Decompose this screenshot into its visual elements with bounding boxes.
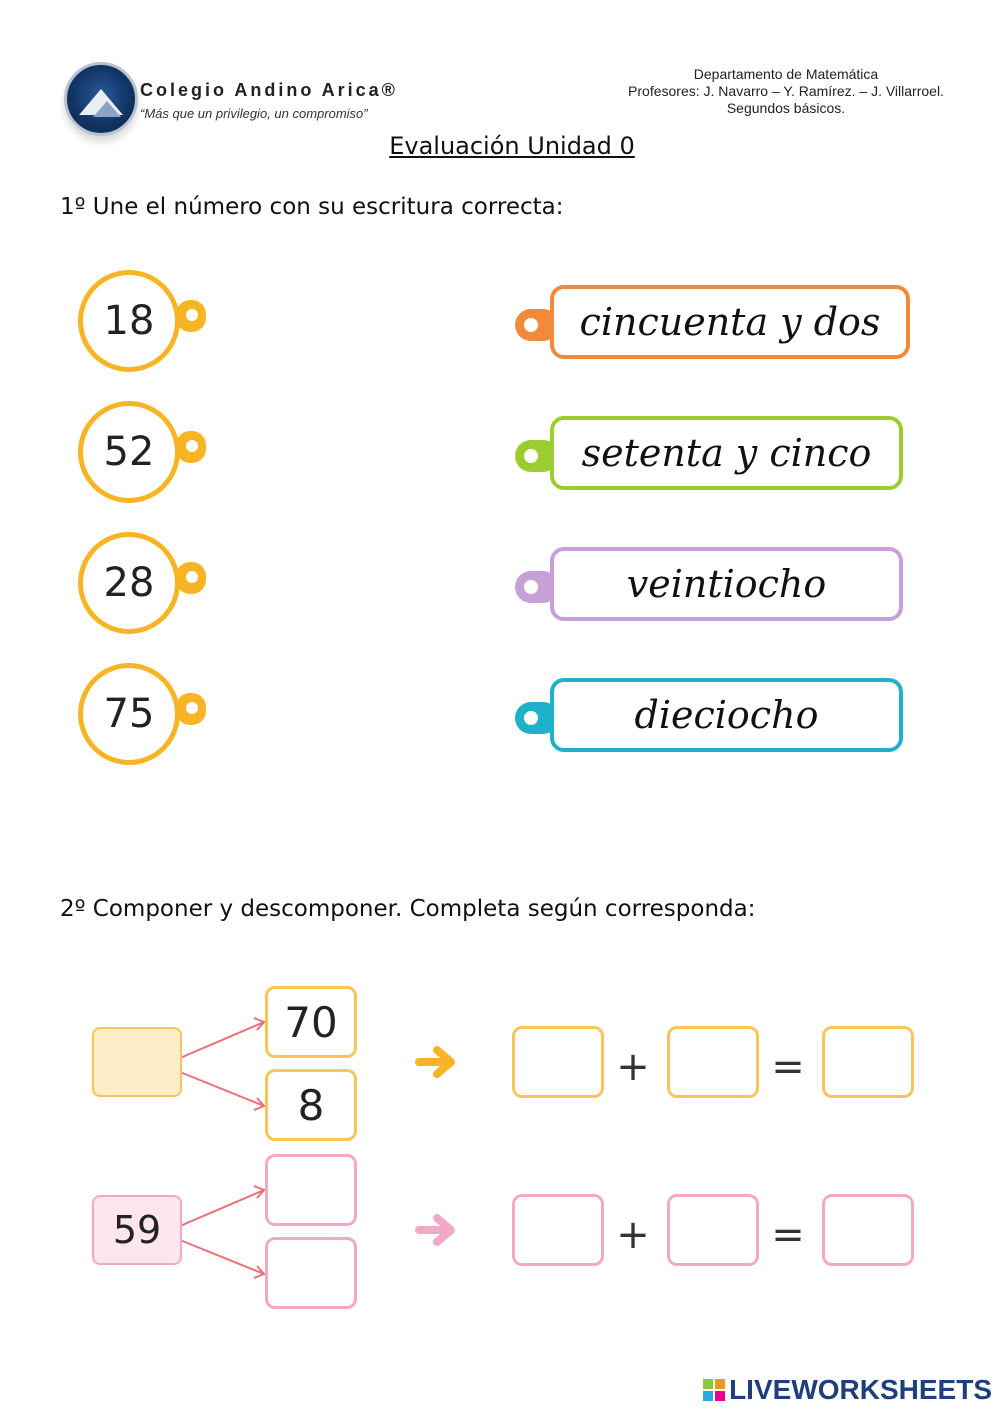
connector-hook[interactable]: [176, 431, 206, 463]
word-label: dieciocho: [550, 678, 903, 752]
question-2-prompt: 2º Componer y descomponer. Completa según corresponda:: [60, 896, 756, 922]
number-circle: 52: [78, 401, 180, 503]
number-circle: 28: [78, 532, 180, 634]
word-label: cincuenta y dos: [550, 285, 910, 359]
number-item-18[interactable]: [78, 270, 218, 374]
department-name: Departamento de Matemática: [693, 66, 879, 82]
decompose-arrows: [178, 1010, 270, 1120]
addend-1-input[interactable]: [512, 1026, 604, 1098]
arrow-right-icon: [415, 1044, 457, 1080]
addend-2-input[interactable]: [667, 1194, 759, 1266]
decompose-arrows: [178, 1178, 270, 1288]
tens-box: 70: [265, 986, 357, 1058]
connector-hook[interactable]: [176, 693, 206, 725]
number-circle: 75: [78, 663, 180, 765]
number-box: 59: [92, 1195, 182, 1265]
page-title: Evaluación Unidad 0: [389, 132, 635, 160]
school-motto: “Más que un privilegio, un compromiso”: [140, 106, 368, 121]
plus-sign: +: [616, 1044, 650, 1090]
tens-input[interactable]: [265, 1154, 357, 1226]
connector-hook[interactable]: [176, 300, 206, 332]
number-item-75[interactable]: [78, 663, 218, 767]
school-name: Colegio Andino Arica®: [140, 80, 398, 100]
word-tag-2[interactable]: [515, 547, 915, 627]
word-label: veintiocho: [550, 547, 903, 621]
department-info: [586, 66, 986, 117]
plus-sign: +: [616, 1212, 650, 1258]
grade-level: Segundos básicos.: [726, 100, 846, 116]
addend-1-input[interactable]: [512, 1194, 604, 1266]
number-circle: 18: [78, 270, 180, 372]
teachers: Profesores: J. Navarro – Y. Ramírez. – J. Villarroel.: [628, 83, 944, 99]
number-item-28[interactable]: [78, 532, 218, 636]
word-tag-0[interactable]: [515, 285, 915, 365]
sum-input[interactable]: [822, 1026, 914, 1098]
sum-input[interactable]: [822, 1194, 914, 1266]
units-input[interactable]: [265, 1237, 357, 1309]
brand-text: LIVEWORKSHEETS: [729, 1374, 992, 1405]
question-1-prompt: 1º Une el número con su escritura correcta:: [60, 194, 564, 220]
connector-hook[interactable]: [176, 562, 206, 594]
equals-sign: =: [771, 1212, 805, 1258]
word-tag-3[interactable]: [515, 678, 915, 758]
liveworksheets-brand: [703, 1374, 992, 1406]
school-logo: [64, 62, 138, 136]
number-item-52[interactable]: [78, 401, 218, 505]
arrow-right-icon: [415, 1212, 457, 1248]
equals-sign: =: [771, 1044, 805, 1090]
word-tag-1[interactable]: [515, 416, 915, 496]
units-box: 8: [265, 1069, 357, 1141]
word-label: setenta y cinco: [550, 416, 903, 490]
number-input-box[interactable]: [92, 1027, 182, 1097]
liveworksheets-logo-icon: [703, 1379, 725, 1401]
addend-2-input[interactable]: [667, 1026, 759, 1098]
